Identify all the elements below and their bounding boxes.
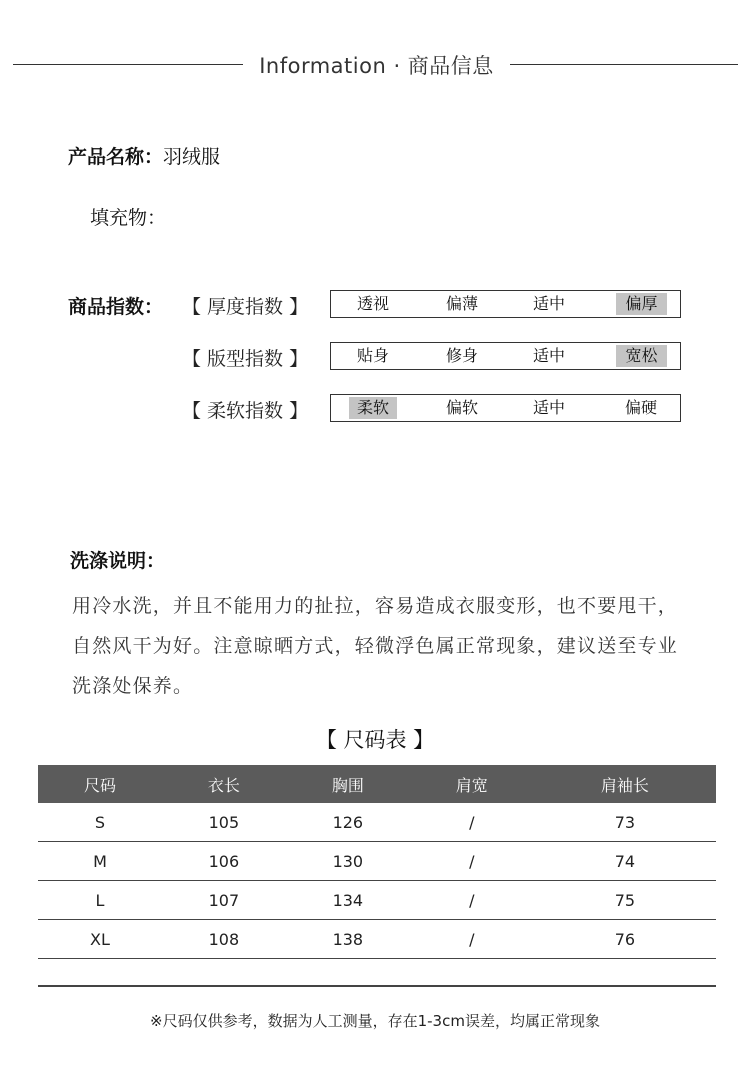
size-chart-title: 【 尺码表 】 (315, 728, 435, 752)
filling-label: 填充物： (90, 207, 167, 229)
index-option-selected: 宽松 (616, 345, 667, 367)
index-label: 商品指数： (68, 296, 164, 318)
table-cell: 75 (534, 881, 716, 920)
fit-index-title: 【 版型指数 】 (182, 348, 309, 370)
table-cell: 108 (162, 920, 286, 959)
washing-title: 洗涤说明： (70, 550, 166, 572)
size-note: ※尺码仅供参考，数据为人工测量，存在1-3cm误差，均属正常现象 (150, 1012, 600, 1030)
index-option: 偏硬 (624, 398, 657, 417)
softness-index-title: 【 柔软指数 】 (182, 400, 309, 422)
thickness-index-scale (330, 290, 681, 318)
table-cell: / (410, 881, 534, 920)
table-cell: / (410, 920, 534, 959)
index-option: 透视 (356, 294, 389, 313)
table-row (38, 920, 716, 959)
table-cell: 106 (162, 842, 286, 881)
table-cell: 130 (286, 842, 410, 881)
section-title: Information · 商品信息 (259, 54, 494, 78)
index-option-selected: 偏厚 (616, 293, 667, 315)
index-option: 偏薄 (445, 294, 478, 313)
softness-index-scale (330, 394, 681, 422)
table-cell: M (38, 842, 162, 881)
table-cell: 138 (286, 920, 410, 959)
index-option: 适中 (532, 294, 565, 313)
header-sleeve: 肩袖长 (534, 765, 716, 803)
section-header (0, 50, 750, 80)
table-row (38, 881, 716, 920)
table-cell: 105 (162, 803, 286, 842)
table-header-row (38, 765, 716, 803)
table-cell: 76 (534, 920, 716, 959)
product-name-row (68, 142, 220, 169)
header-chest: 胸围 (286, 765, 410, 803)
table-cell: 134 (286, 881, 410, 920)
table-cell: S (38, 803, 162, 842)
index-option: 偏软 (445, 398, 478, 417)
table-cell: L (38, 881, 162, 920)
table-cell: 74 (534, 842, 716, 881)
table-row (38, 803, 716, 842)
product-name-label: 产品名称： (68, 146, 164, 168)
index-option-selected: 柔软 (349, 397, 397, 419)
table-cell: XL (38, 920, 162, 959)
thickness-index-title: 【 厚度指数 】 (182, 296, 309, 318)
index-option: 适中 (532, 398, 565, 417)
table-row (38, 842, 716, 881)
header-length: 衣长 (162, 765, 286, 803)
table-cell: 73 (534, 803, 716, 842)
index-option: 适中 (532, 346, 565, 365)
fit-index-scale (330, 342, 681, 370)
table-bottom-divider (38, 985, 716, 987)
product-name-value: 羽绒服 (163, 146, 221, 168)
table-cell: 126 (286, 803, 410, 842)
header-divider-left (13, 64, 243, 65)
size-table (38, 765, 716, 959)
header-shoulder: 肩宽 (410, 765, 534, 803)
table-cell: 107 (162, 881, 286, 920)
table-cell: / (410, 803, 534, 842)
washing-instructions: 用冷水洗，并且不能用力的扯拉，容易造成衣服变形，也不要甩干，自然风干为好。注意晾晒方式，轻微浮色属正常现象，建议送至专业洗涤处保养。 (72, 595, 679, 697)
header-size: 尺码 (38, 765, 162, 803)
index-option: 修身 (445, 346, 478, 365)
header-divider-right (510, 64, 738, 65)
index-option: 贴身 (356, 346, 389, 365)
table-cell: / (410, 842, 534, 881)
